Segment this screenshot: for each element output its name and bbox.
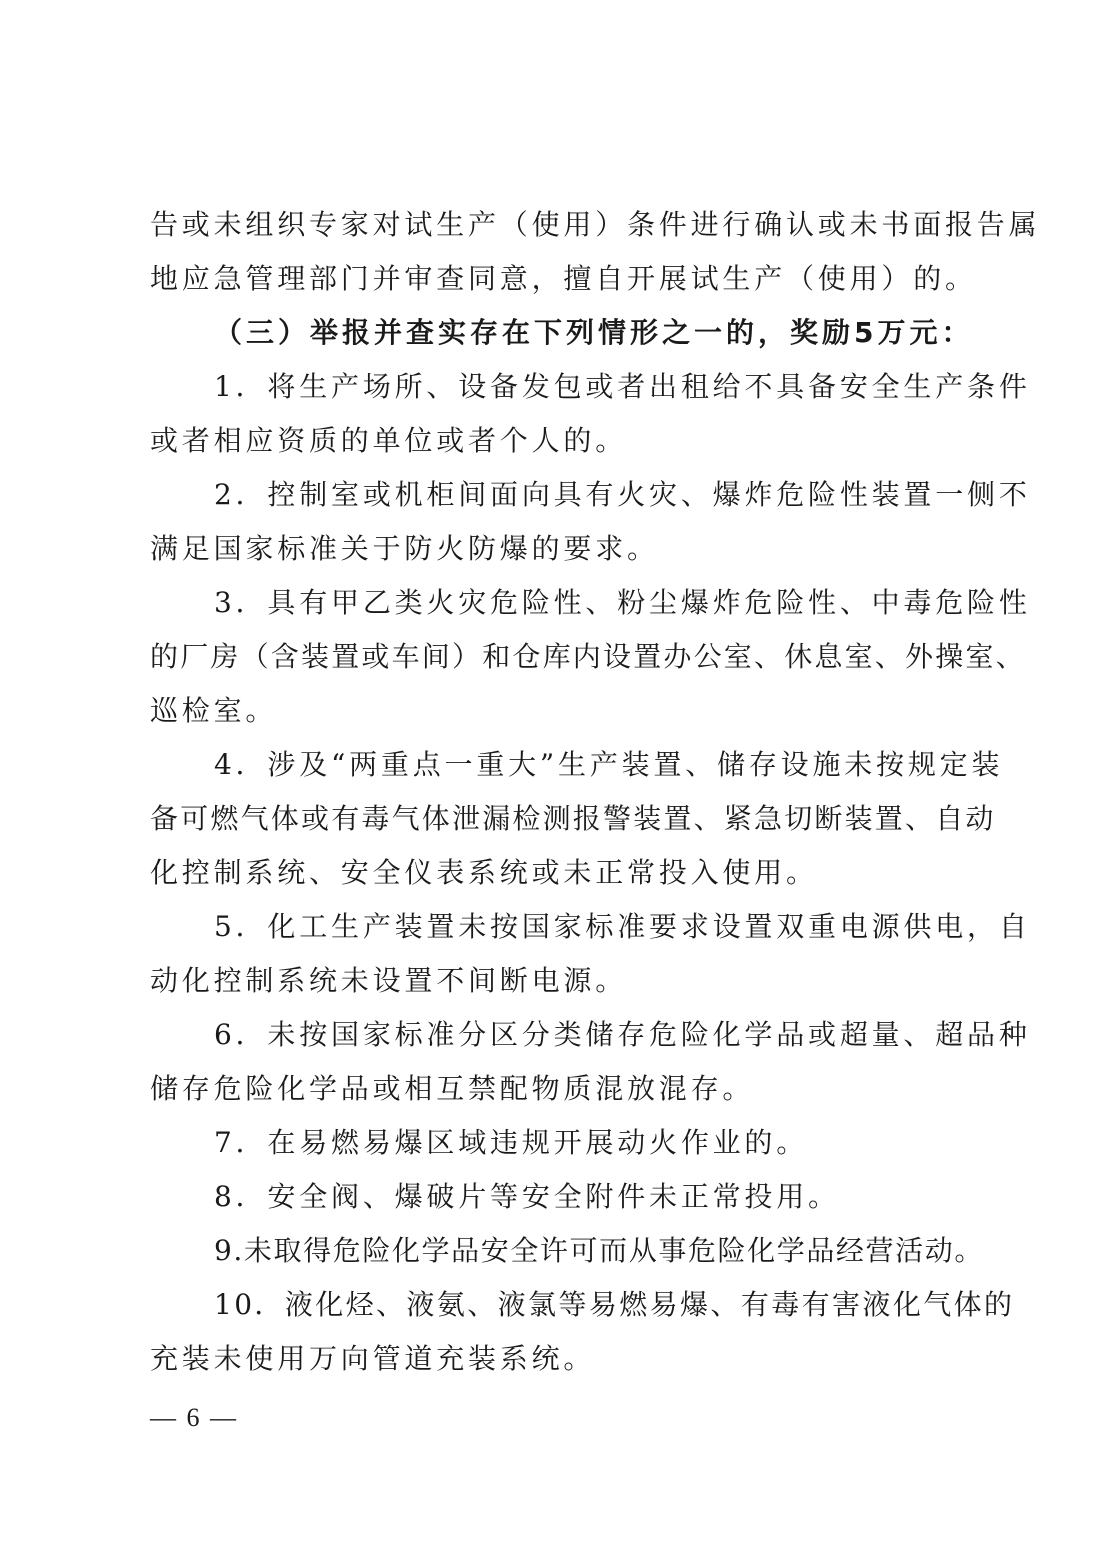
paragraph-line: 充装未使用万向管道充装系统。 <box>150 1342 596 1375</box>
list-item-10: 10．液化烃、液氨、液氯等易燃易爆、有毒有害液化气体的 <box>214 1288 1015 1321</box>
paragraph-line: 或者相应资质的单位或者个人的。 <box>150 424 628 457</box>
list-item-8: 8．安全阀、爆破片等安全附件未正常投用。 <box>214 1180 840 1213</box>
paragraph-line: 巡检室。 <box>150 694 278 727</box>
paragraph-line: 地应急管理部门并审查同意，擅自开展试生产（使用）的。 <box>150 262 977 295</box>
section-heading: （三）举报并查实存在下列情形之一的，奖励5万元： <box>214 316 974 349</box>
page-number: — 6 — <box>150 1403 238 1432</box>
list-item-3: 3．具有甲乙类火灾危险性、粉尘爆炸危险性、中毒危险性 <box>214 586 1031 619</box>
list-item-7: 7．在易燃易爆区域违规开展动火作业的。 <box>214 1126 809 1159</box>
paragraph-line: 储存危险化学品或相互禁配物质混放混存。 <box>150 1072 755 1105</box>
paragraph-line: 的厂房（含装置或车间）和仓库内设置办公室、休息室、外操室、 <box>150 640 1026 673</box>
paragraph-line: 化控制系统、安全仪表系统或未正常投入使用。 <box>150 856 818 889</box>
list-item-5: 5．化工生产装置未按国家标准要求设置双重电源供电，自 <box>214 910 1031 943</box>
list-item-2: 2．控制室或机柜间面向具有火灾、爆炸危险性装置一侧不 <box>214 478 1031 511</box>
paragraph-line: 告或未组织专家对试生产（使用）条件进行确认或未书面报告属 <box>150 208 1041 241</box>
list-item-9: 9.未取得危险化学品安全许可而从事危险化学品经营活动。 <box>214 1234 984 1267</box>
list-item-4: 4．涉及“两重点一重大”生产装置、储存设施未按规定装 <box>214 748 1004 781</box>
document-body <box>150 198 1041 1386</box>
list-item-1: 1．将生产场所、设备发包或者出租给不具备安全生产条件 <box>214 370 1031 403</box>
paragraph-line: 备可燃气体或有毒气体泄漏检测报警装置、紧急切断装置、自动 <box>150 802 996 835</box>
paragraph-line: 满足国家标准关于防火防爆的要求。 <box>150 532 659 565</box>
list-item-6: 6．未按国家标准分区分类储存危险化学品或超量、超品种 <box>214 1018 1031 1051</box>
paragraph-line: 动化控制系统未设置不间断电源。 <box>150 964 628 997</box>
